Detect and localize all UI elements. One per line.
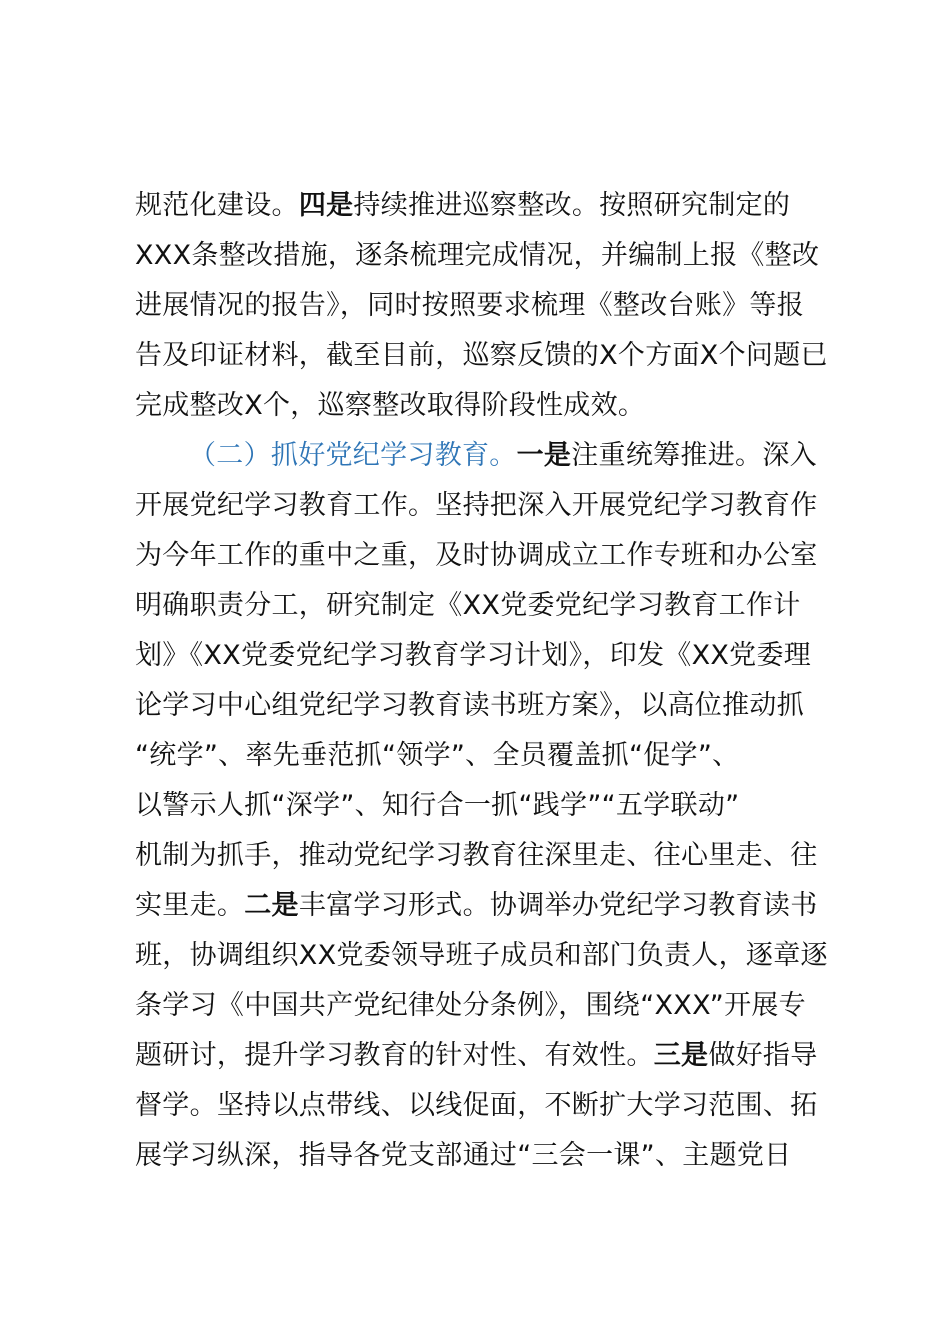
text-line — [135, 281, 855, 331]
text-line — [135, 1131, 855, 1181]
text-line — [135, 1031, 855, 1081]
text-line — [135, 331, 855, 381]
text-run: “统学”、率先垂范抓“领学”、全员覆盖抓“促学”、 — [135, 740, 740, 771]
text-run: 规范化建设。 — [135, 190, 299, 221]
text-line — [135, 931, 855, 981]
text-run: 开展党纪学习教育工作。坚持把深入开展党纪学习教育作 — [135, 490, 818, 521]
text-run: 机制为抓手，推动党纪学习教育往深里走、往心里走、往 — [135, 840, 818, 871]
text-line — [135, 431, 855, 481]
bold-lead: 二是 — [244, 890, 299, 921]
text-line — [135, 681, 855, 731]
text-line — [135, 981, 855, 1031]
text-line — [135, 731, 855, 781]
text-line — [135, 781, 855, 831]
text-run: 以警示人抓“深学”、知行合一抓“践学”“五学联动” — [135, 790, 740, 821]
text-run: 题研讨，提升学习教育的针对性、有效性。 — [135, 1040, 654, 1071]
text-run: 进展情况的报告》，同时按照要求梳理《整改台账》等报 — [135, 290, 804, 321]
text-line — [135, 631, 855, 681]
text-run: 做好指导 — [708, 1040, 818, 1071]
text-run: 为今年工作的重中之重，及时协调成立工作专班和办公室 — [135, 540, 818, 571]
text-run: 注重统筹推进。深入 — [571, 440, 817, 471]
text-line — [135, 381, 855, 431]
text-line — [135, 881, 855, 931]
text-run: 划》《XX党委党纪学习教育学习计划》，印发《XX党委理 — [135, 640, 812, 671]
text-line — [135, 531, 855, 581]
text-run: 告及印证材料，截至目前，巡察反馈的X个方面X个问题已 — [135, 340, 828, 371]
text-line — [135, 181, 855, 231]
text-run: 完成整改X个，巡察整改取得阶段性成效。 — [135, 390, 646, 421]
bold-lead: 一是 — [516, 440, 572, 471]
text-run: 实里走。 — [135, 890, 245, 921]
text-line — [135, 831, 855, 881]
text-run: 展学习纵深，指导各党支部通过“三会一课”、主题党日 — [135, 1140, 792, 1171]
text-line — [135, 481, 855, 531]
bold-lead: 四是 — [298, 190, 354, 221]
text-line — [135, 231, 855, 281]
section-heading: （二）抓好党纪学习教育。 — [189, 440, 517, 471]
text-run: 条学习《中国共产党纪律处分条例》，围绕“XXX”开展专 — [135, 990, 806, 1021]
text-run: 丰富学习形式。协调举办党纪学习教育读书 — [298, 890, 818, 921]
text-run: 督学。坚持以点带线、以线促面，不断扩大学习范围、拓 — [135, 1090, 818, 1121]
bold-lead: 三是 — [653, 1040, 709, 1071]
text-line — [135, 581, 855, 631]
text-run: 持续推进巡察整改。按照研究制定的 — [353, 190, 791, 221]
text-run: 明确职责分工，研究制定《XX党委党纪学习教育工作计 — [135, 590, 801, 621]
text-line — [135, 1081, 855, 1131]
text-run: 班，协调组织XX党委领导班子成员和部门负责人，逐章逐 — [135, 940, 828, 971]
text-run: XXX条整改措施，逐条梳理完成情况，并编制上报《整改 — [135, 240, 820, 271]
document-body — [135, 181, 855, 1181]
text-run: 论学习中心组党纪学习教育读书班方案》，以高位推动抓 — [135, 690, 804, 721]
